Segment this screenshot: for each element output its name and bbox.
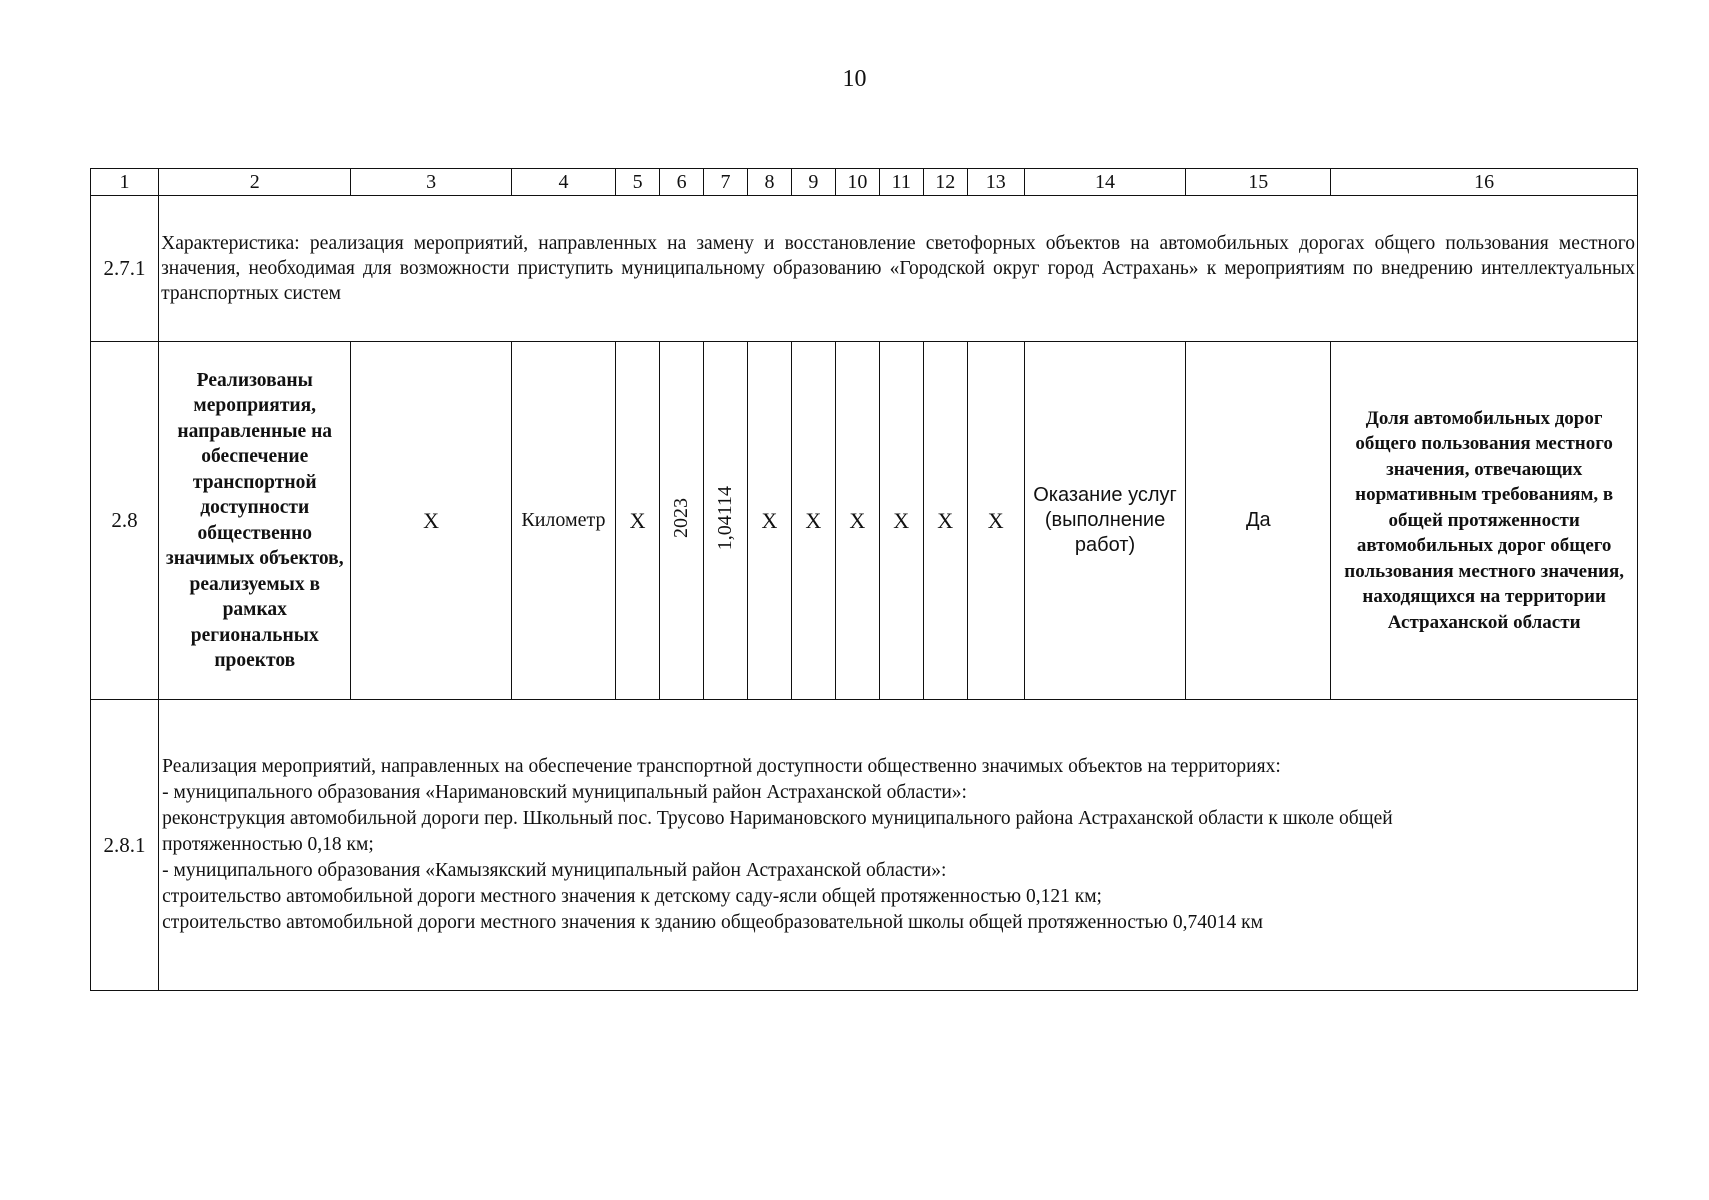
cell-col5: X (616, 342, 660, 700)
unit-cell: Километр (511, 342, 615, 700)
page-number: 10 (842, 66, 867, 92)
cell-col13: X (967, 342, 1024, 700)
row-number: 2.8 (91, 342, 159, 700)
indicator-text: Доля автомобильных дорог общего пользования местного значения, отвечающих нормативным требованиям, в общей протяженности автомобильных дорог общего пользования местного значения, находящихся на территории Астраханской области (1331, 342, 1638, 700)
characteristic-text: Характеристика: реализация мероприятий, направленных на замену и восстановление светофорных объектов на автомобильных дорогах общего пользования местного значения, необходимая для возможности приступить муниципальному образованию «Городской округ город Астрахань» к мероприятиям по внедрению интеллектуальных транспортных систем (159, 196, 1638, 342)
description-line: - муниципального образования «Наримановский муниципальный район Астраханской области»: (162, 782, 967, 803)
row-number: 2.8.1 (91, 700, 159, 991)
column-number-cell: 6 (660, 169, 704, 196)
year-value: 2023 (670, 498, 693, 538)
column-number-cell: 15 (1186, 169, 1331, 196)
cell-col3: X (351, 342, 511, 700)
column-number-cell: 13 (967, 169, 1024, 196)
value-cell (704, 342, 748, 700)
cell-col11: X (879, 342, 923, 700)
column-number-cell: 2 (159, 169, 351, 196)
description-line: реконструкция автомобильной дороги пер. Школьный пос. Трусово Наримановского муниципального района Астраханской области к школе общей (162, 808, 1393, 829)
column-number-cell: 4 (511, 169, 615, 196)
description-line: строительство автомобильной дороги местного значения к детскому саду-ясли общей протяженностью 0,121 км; (162, 886, 1102, 907)
flag-cell: Да (1186, 342, 1331, 700)
description-line: - муниципального образования «Камызякский муниципальный район Астраханской области»: (162, 860, 947, 881)
target-value: 1,04114 (714, 485, 736, 551)
year-cell (660, 342, 704, 700)
result-name: Реализованы мероприятия, направленные на обеспечение транспортной доступности общественно значимых объектов, реализуемых в рамках региональных проектов (159, 342, 351, 700)
result-type: Оказание услуг (выполнение работ) (1024, 342, 1186, 700)
column-number-cell: 1 (91, 169, 159, 196)
column-number-cell: 14 (1024, 169, 1186, 196)
column-number-cell: 12 (923, 169, 967, 196)
description-line: Реализация мероприятий, направленных на обеспечение транспортной доступности общественно значимых объектов на территориях: (162, 756, 1281, 777)
column-number-cell: 16 (1331, 169, 1638, 196)
column-number-row (91, 169, 1638, 196)
column-number-cell: 9 (791, 169, 835, 196)
cell-col12: X (923, 342, 967, 700)
column-number-cell: 7 (704, 169, 748, 196)
cell-col9: X (791, 342, 835, 700)
column-number-cell: 10 (835, 169, 879, 196)
cell-col10: X (835, 342, 879, 700)
cell-col8: X (747, 342, 791, 700)
column-number-cell: 11 (879, 169, 923, 196)
activities-table (90, 168, 1638, 991)
activities-description (159, 700, 1638, 991)
column-number-cell: 3 (351, 169, 511, 196)
table-row-2-8 (91, 342, 1638, 700)
description-line: строительство автомобильной дороги местного значения к зданию общеобразовательной школы общей протяженностью 0,74014 км (162, 912, 1263, 933)
table-row-2-7-1 (91, 196, 1638, 342)
row-number: 2.7.1 (91, 196, 159, 342)
column-number-cell: 8 (747, 169, 791, 196)
column-number-cell: 5 (616, 169, 660, 196)
description-line: протяженностью 0,18 км; (162, 834, 374, 855)
table-row-2-8-1 (91, 700, 1638, 991)
